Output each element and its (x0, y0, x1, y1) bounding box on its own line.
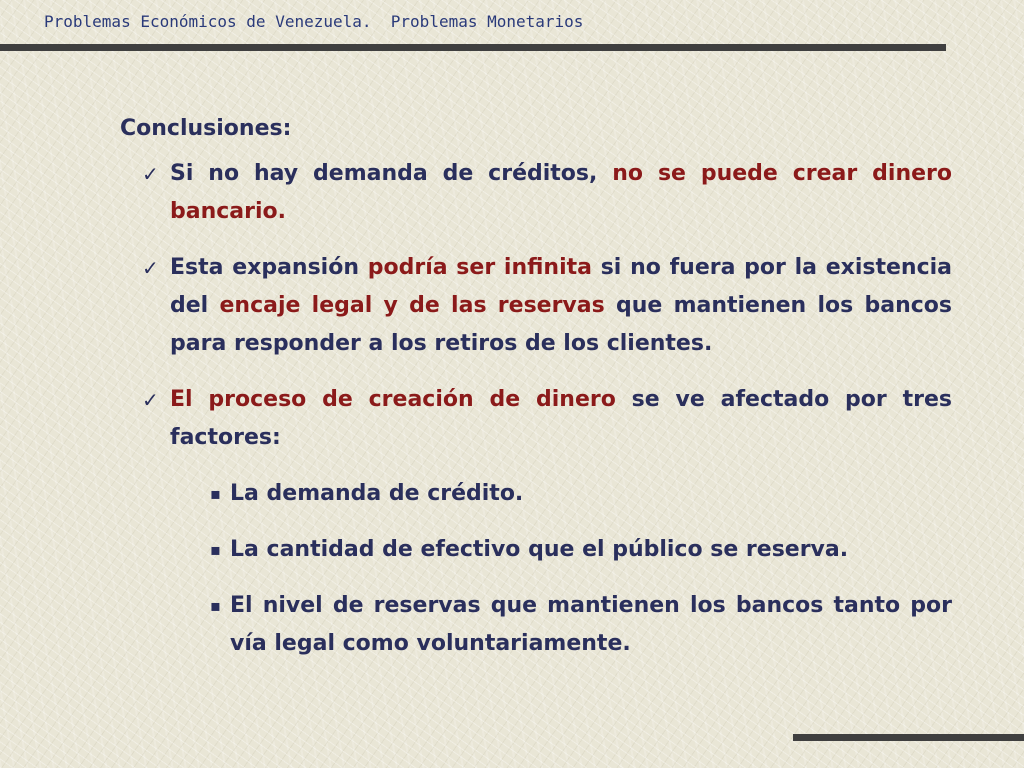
square-bullet-icon: ▪ (210, 596, 221, 615)
square-bullet-icon: ▪ (210, 540, 221, 559)
top-rule (0, 44, 946, 51)
subbullet-2: ▪ La cantidad de efectivo que el público se reserva. (120, 531, 952, 569)
checkmark-icon: ✓ (142, 388, 159, 412)
subbullet-3: ▪ El nivel de reservas que mantienen los bancos tanto por vía legal como voluntariamente. (120, 587, 952, 663)
header-title: Problemas Económicos de Venezuela. Problemas Monetarios (44, 12, 584, 31)
checkmark-icon: ✓ (142, 162, 159, 186)
bottom-rule (793, 734, 1024, 741)
bullet-1: ✓ Si no hay demanda de créditos, no se puede crear dinero bancario. (120, 155, 952, 231)
subbullet-1: ▪ La demanda de crédito. (120, 475, 952, 513)
square-bullet-icon: ▪ (210, 484, 221, 503)
bullet-2: ✓ Esta expansión podría ser infinita si no fuera por la existencia del encaje legal y de las reservas que mantienen los bancos para responder a los retiros de los clientes. (120, 249, 952, 363)
checkmark-icon: ✓ (142, 256, 159, 280)
heading: Conclusiones: (120, 116, 292, 141)
bullet-3: ✓ El proceso de creación de dinero se ve afectado por tres factores: (120, 381, 952, 457)
slide-content (120, 116, 952, 681)
